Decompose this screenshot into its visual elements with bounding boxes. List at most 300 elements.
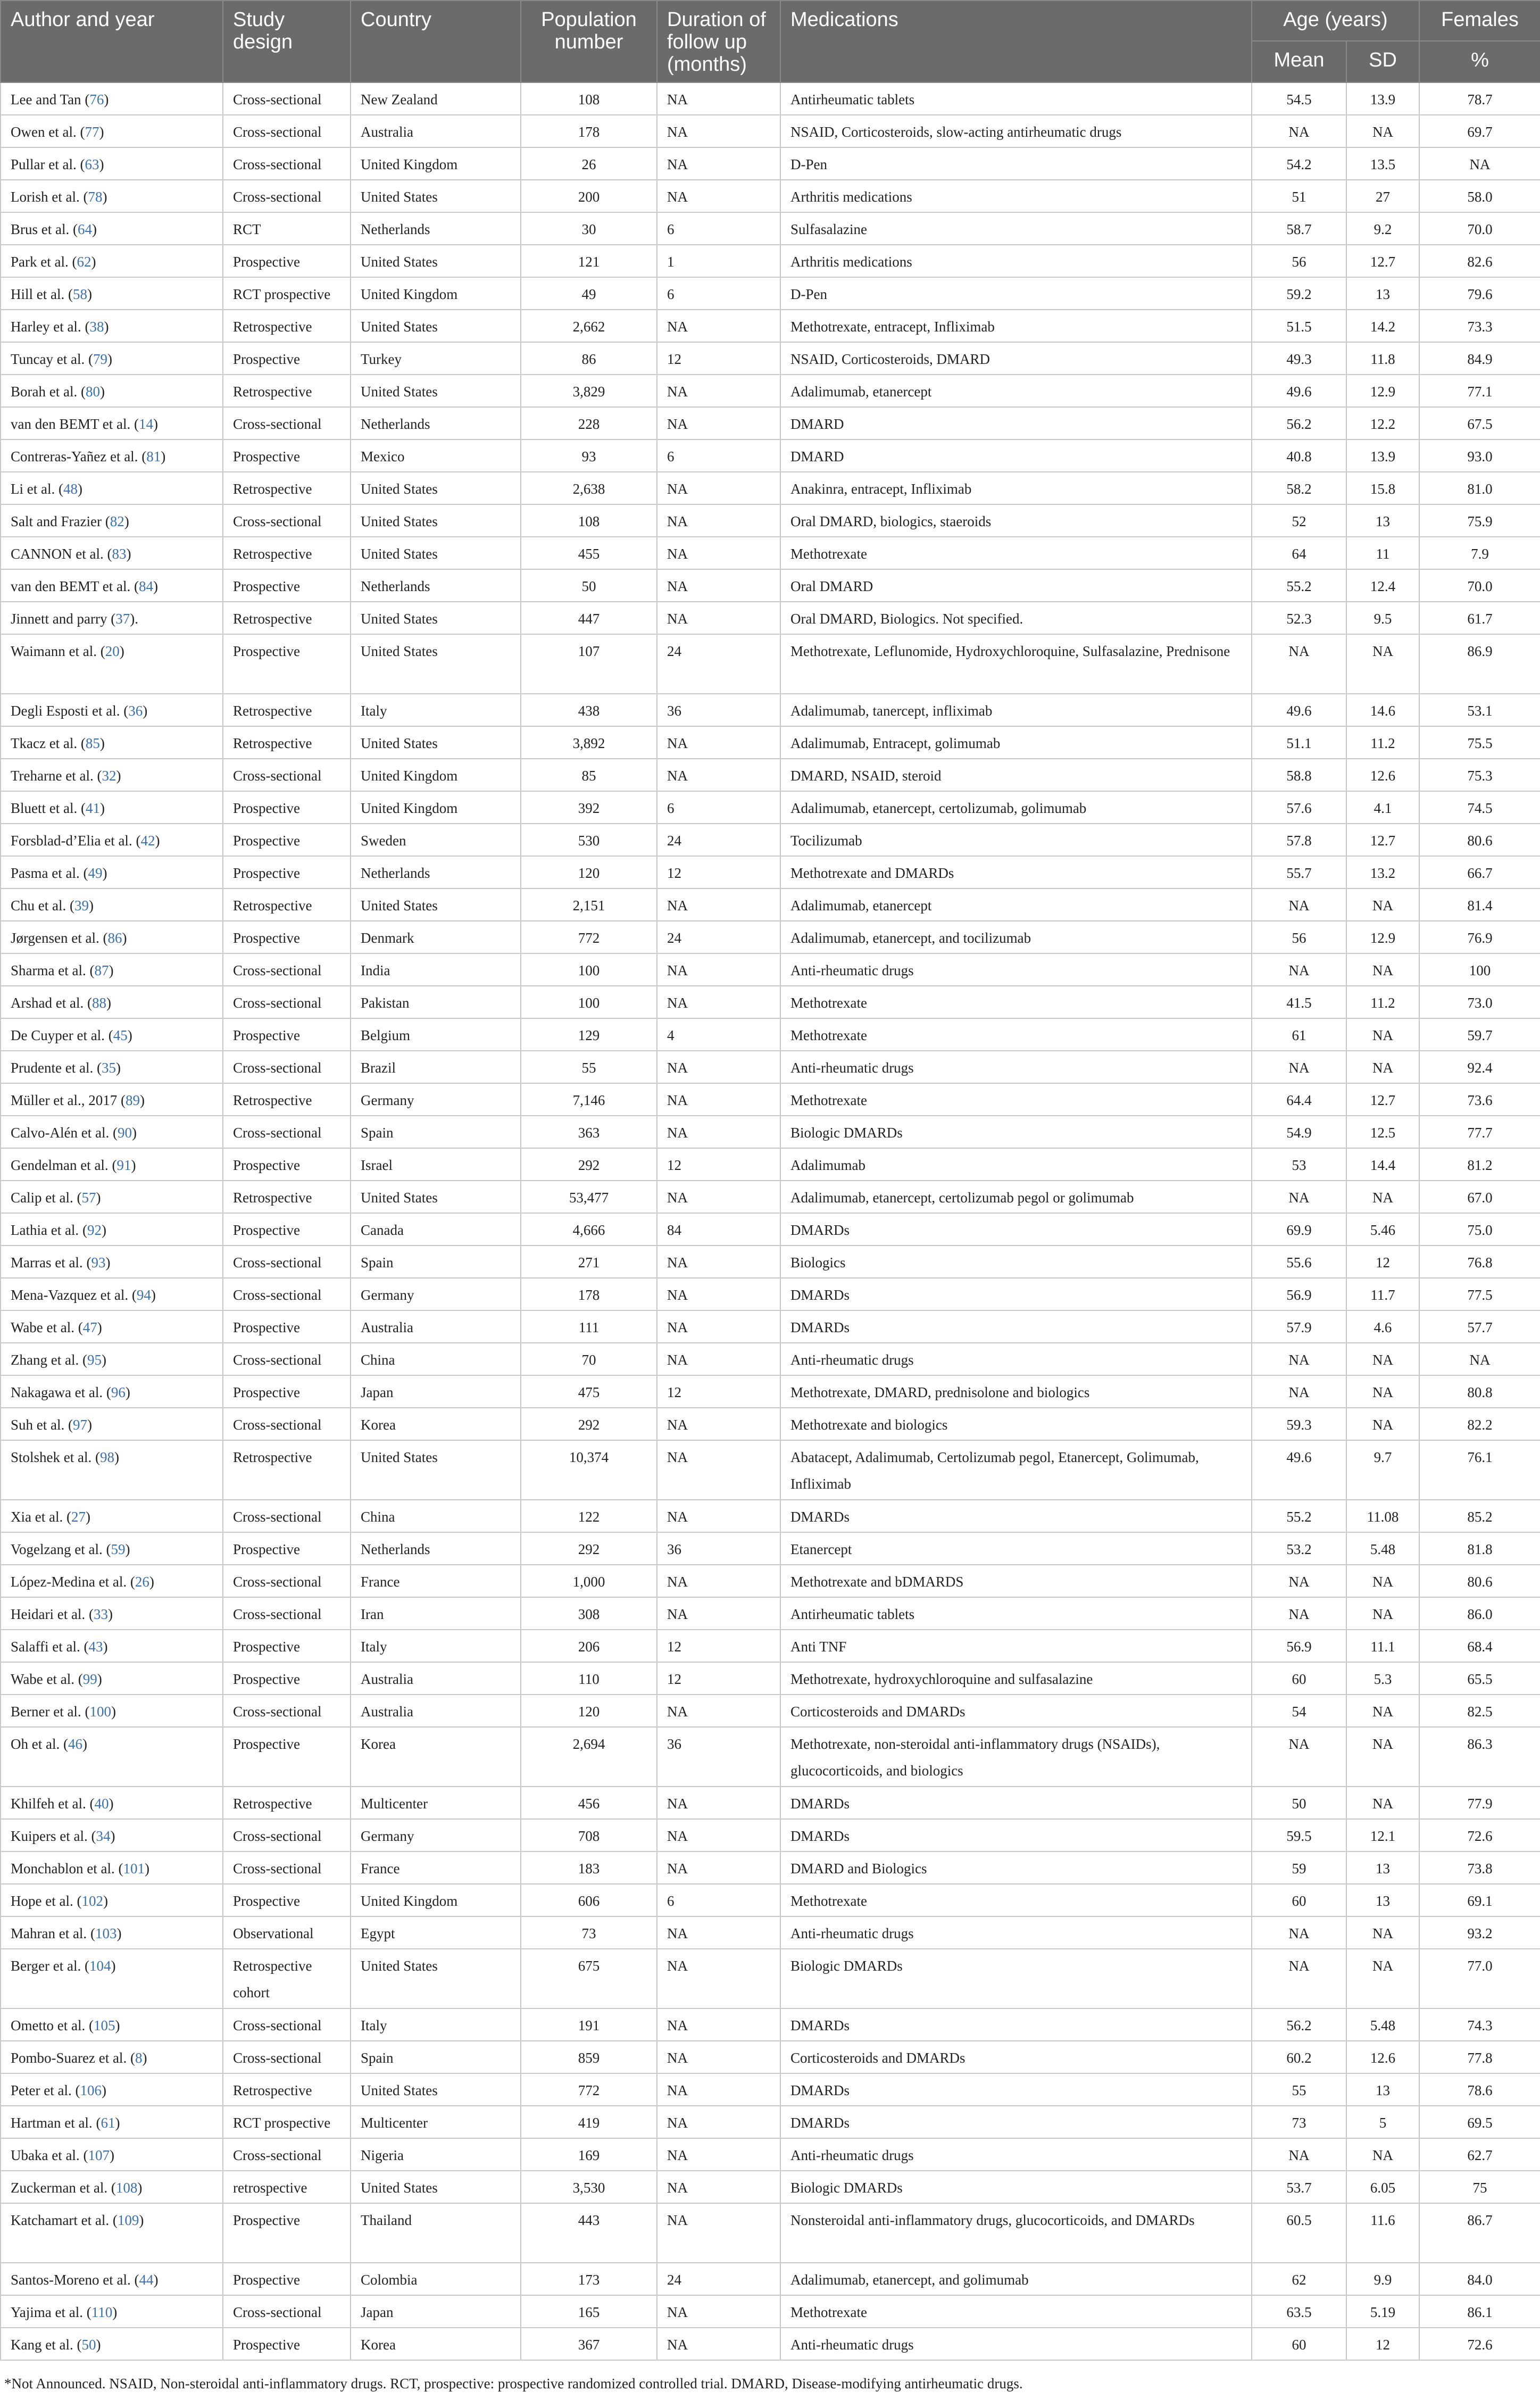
ref-close: ) [105,1255,111,1271]
table-row [1,245,1540,277]
reference-link[interactable]: 94 [136,1287,151,1303]
ref-close: ) [99,384,105,400]
reference-link[interactable]: 48 [63,481,78,497]
cell-medications: Methotrexate and bDMARDS [780,1565,1252,1597]
cell-duration: NA [657,1949,780,2008]
ref-close: ) [131,1125,137,1141]
cell-age-mean: 40.8 [1252,439,1346,472]
cell-duration: NA [657,2138,780,2171]
ref-close: ) [151,1287,156,1303]
ref-close: ) [139,2212,144,2228]
ref-close: ) [87,1417,92,1433]
cell-age-sd: 13.9 [1346,439,1419,472]
ref-close: ) [130,611,135,627]
cell-author [1,953,223,986]
reference-link[interactable]: 100 [89,1704,111,1720]
reference-link[interactable]: 50 [81,2337,96,2353]
table-row [1,1181,1540,1213]
author-name: CANNON et al. [11,546,104,562]
cell-medications: Adalimumab, etanercept, certolizumab pegol or golimumab [780,1181,1252,1213]
cell-author [1,1884,223,1916]
reference-link[interactable]: 64 [77,221,92,237]
cell-author [1,726,223,759]
cell-medications: DMARD and Biologics [780,1851,1252,1884]
cell-females-pct: 81.8 [1419,1532,1540,1565]
author-name: Salt and Frazier [11,513,102,529]
cell-age-sd: 13.2 [1346,856,1419,889]
cell-population: 165 [521,2295,657,2328]
reference-link[interactable]: 38 [89,319,104,335]
cell-duration: 24 [657,2263,780,2295]
reference-link[interactable]: 37 [115,611,130,627]
author-name: Tkacz et al. [11,735,78,751]
cell-design: Cross-sectional [223,1245,351,1278]
cell-country: Nigeria [351,2138,521,2171]
reference-link[interactable]: 36 [128,703,143,719]
cell-population: 308 [521,1597,657,1630]
cell-design: RCT prospective [223,277,351,310]
reference-link[interactable]: 96 [111,1384,126,1400]
table-row [1,1116,1540,1148]
reference-link[interactable]: 84 [138,578,153,594]
cell-design: Cross-sectional [223,1851,351,1884]
reference-link[interactable]: 59 [111,1541,126,1557]
cell-females-pct: 100 [1419,953,1540,986]
reference-link[interactable]: 107 [88,2147,110,2163]
cell-population: 120 [521,856,657,889]
cell-country: United States [351,726,521,759]
reference-link[interactable]: 97 [73,1417,87,1433]
cell-population: 50 [521,569,657,602]
reference-link[interactable]: 26 [135,1574,149,1590]
cell-author [1,1787,223,1819]
cell-duration: NA [657,537,780,569]
cell-population: 191 [521,2008,657,2041]
cell-females-pct: 68.4 [1419,1630,1540,1662]
cell-design: Prospective [223,1213,351,1245]
cell-design: Prospective [223,342,351,375]
cell-country: United States [351,245,521,277]
author-name: Hope et al. [11,1893,73,1909]
cell-age-sd: 6.05 [1346,2171,1419,2203]
cell-design: Retrospective [223,1181,351,1213]
cell-age-mean: 49.6 [1252,694,1346,726]
ref-open: ( [79,865,88,881]
cell-females-pct: 66.7 [1419,856,1540,889]
cell-duration: NA [657,2203,780,2263]
cell-country: Germany [351,1819,521,1851]
cell-design: Retrospective [223,537,351,569]
cell-age-mean: NA [1252,1343,1346,1375]
ref-close: ) [153,416,158,432]
ref-close: ) [102,189,107,205]
cell-duration: NA [657,1408,780,1440]
cell-design: Cross-sectional [223,2008,351,2041]
cell-age-mean: NA [1252,1181,1346,1213]
ref-open: ( [117,1092,126,1108]
reference-link[interactable]: 62 [77,254,91,270]
cell-medications: Anti-rheumatic drugs [780,1051,1252,1083]
cell-country: United States [351,375,521,407]
ref-close: ) [99,124,104,140]
reference-link[interactable]: 34 [96,1828,111,1844]
cell-population: 169 [521,2138,657,2171]
cell-duration: NA [657,2106,780,2138]
ref-close: ) [85,1509,90,1525]
reference-link[interactable]: 82 [110,513,124,529]
reference-link[interactable]: 47 [82,1319,97,1335]
reference-link[interactable]: 105 [93,2017,115,2033]
table-row [1,2041,1540,2073]
cell-age-mean: 59.2 [1252,277,1346,310]
table-row [1,180,1540,212]
reference-link[interactable]: 99 [82,1671,97,1687]
cell-author [1,1500,223,1532]
reference-link[interactable]: 90 [117,1125,132,1141]
cell-age-mean: 49.6 [1252,375,1346,407]
table-row [1,569,1540,602]
ref-open: ( [86,1796,95,1812]
cell-age-mean: 54.9 [1252,1116,1346,1148]
author-name: Katchamart et al. [11,2212,110,2228]
ref-open: ( [68,254,77,270]
ref-close: ) [125,1384,130,1400]
reference-link[interactable]: 93 [91,1255,106,1271]
ref-close: ) [126,546,131,562]
author-name: Berger et al. [11,1958,81,1974]
cell-population: 1,000 [521,1565,657,1597]
ref-close: ) [161,449,166,464]
cell-medications: Adalimumab, etanercept, certolizumab, golimumab [780,791,1252,824]
cell-age-sd: NA [1346,1787,1419,1819]
cell-females-pct: 93.2 [1419,1916,1540,1949]
author-name: Kang et al. [11,2337,73,2353]
cell-medications: NSAID, Corticosteroids, slow-acting antirheumatic drugs [780,115,1252,147]
cell-age-sd: NA [1346,634,1419,694]
cell-age-sd: NA [1346,1343,1419,1375]
header-pct: % [1419,41,1540,82]
reference-link[interactable]: 42 [140,833,155,849]
ref-close: ) [109,1796,114,1812]
cell-country: Mexico [351,439,521,472]
ref-close: ) [102,865,107,881]
cell-duration: NA [657,1695,780,1727]
cell-females-pct: 76.1 [1419,1440,1540,1500]
cell-medications: Anti-rheumatic drugs [780,2138,1252,2171]
reference-link[interactable]: 14 [138,416,153,432]
cell-medications: Corticosteroids and DMARDs [780,2041,1252,2073]
table-row [1,407,1540,439]
cell-age-sd: 12.9 [1346,375,1419,407]
reference-link[interactable]: 98 [99,1449,114,1465]
ref-open: ( [69,221,78,237]
cell-population: 475 [521,1375,657,1408]
cell-population: 292 [521,1532,657,1565]
cell-population: 292 [521,1148,657,1181]
cell-medications: D-Pen [780,277,1252,310]
ref-close: ) [111,1958,116,1974]
reference-link[interactable]: 81 [146,449,161,464]
cell-design: Prospective [223,1148,351,1181]
cell-author [1,407,223,439]
cell-age-mean: 53 [1252,1148,1346,1181]
cell-population: 100 [521,953,657,986]
cell-author [1,537,223,569]
reference-link[interactable]: 95 [87,1352,102,1368]
cell-country: Israel [351,1148,521,1181]
reference-link[interactable]: 110 [91,2304,113,2320]
cell-duration: 24 [657,634,780,694]
ref-open: ( [84,995,92,1011]
cell-age-sd: NA [1346,1916,1419,1949]
reference-link[interactable]: 83 [112,546,127,562]
reference-link[interactable]: 92 [87,1222,102,1238]
ref-close: ) [119,643,124,659]
cell-design: Prospective [223,1727,351,1787]
cell-females-pct: 57.7 [1419,1310,1540,1343]
cell-females-pct: 81.0 [1419,472,1540,504]
cell-population: 271 [521,1245,657,1278]
ref-open: ( [109,1125,118,1141]
cell-age-sd: NA [1346,2138,1419,2171]
cell-design: Cross-sectional [223,2138,351,2171]
reference-link[interactable]: 106 [80,2082,102,2098]
reference-link[interactable]: 89 [125,1092,140,1108]
ref-open: ( [101,513,110,529]
cell-population: 55 [521,1051,657,1083]
cell-country: New Zealand [351,82,521,115]
reference-link[interactable]: 46 [68,1736,82,1752]
reference-link[interactable]: 76 [89,92,104,107]
cell-country: Germany [351,1278,521,1310]
cell-medications: DMARD [780,407,1252,439]
reference-link[interactable]: 101 [123,1861,145,1876]
reference-link[interactable]: 45 [113,1027,128,1043]
table-row [1,472,1540,504]
author-name: Pasma et al. [11,865,80,881]
cell-medications: Sulfasalazine [780,212,1252,245]
cell-medications: DMARDs [780,1819,1252,1851]
reference-link[interactable]: 102 [81,1893,103,1909]
cell-females-pct: 86.7 [1419,2203,1540,2263]
cell-country: Spain [351,1245,521,1278]
cell-duration: 6 [657,791,780,824]
reference-link[interactable]: 8 [135,2050,143,2066]
cell-duration: NA [657,472,780,504]
cell-population: 228 [521,407,657,439]
reference-link[interactable]: 109 [117,2212,139,2228]
ref-close: ) [107,1606,113,1622]
cell-medications: Methotrexate and biologics [780,1408,1252,1440]
author-name: Heidari et al. [11,1606,86,1622]
cell-author [1,602,223,634]
cell-medications: Oral DMARD, biologics, staeroids [780,504,1252,537]
ref-open: ( [87,1828,96,1844]
author-name: Contreras-Yañez et al. [11,449,138,464]
author-name: Yajima et al. [11,2304,83,2320]
cell-age-sd: 13.5 [1346,147,1419,180]
cell-author [1,212,223,245]
cell-medications: Methotrexate [780,2295,1252,2328]
cell-author [1,2008,223,2041]
reference-link[interactable]: 20 [105,643,120,659]
reference-link[interactable]: 39 [74,898,89,914]
reference-link[interactable]: 61 [101,2115,115,2131]
table-row [1,277,1540,310]
reference-link[interactable]: 63 [85,156,99,172]
cell-age-mean: 54 [1252,1695,1346,1727]
cell-country: Turkey [351,342,521,375]
table-row [1,824,1540,856]
reference-link[interactable]: 78 [88,189,103,205]
reference-link[interactable]: 77 [85,124,99,140]
ref-close: ) [114,1449,119,1465]
author-name: Vogelzang et al. [11,1541,103,1557]
cell-females-pct: 75.5 [1419,726,1540,759]
cell-medications: NSAID, Corticosteroids, DMARD [780,342,1252,375]
cell-age-sd: NA [1346,1597,1419,1630]
reference-link[interactable]: 32 [102,768,116,784]
cell-design: Cross-sectional [223,986,351,1018]
reference-link[interactable]: 91 [116,1157,131,1173]
author-name: Park et al. [11,254,69,270]
reference-link[interactable]: 88 [91,995,106,1011]
reference-link[interactable]: 27 [71,1509,86,1525]
reference-link[interactable]: 49 [88,865,103,881]
ref-close: ) [127,1027,132,1043]
reference-link[interactable]: 40 [94,1796,109,1812]
cell-population: 93 [521,439,657,472]
cell-age-mean: 53.2 [1252,1532,1346,1565]
cell-country: Australia [351,1310,521,1343]
ref-open: ( [71,2082,80,2098]
cell-country: Italy [351,1630,521,1662]
ref-open: ( [76,156,85,172]
cell-medications: DMARDs [780,2106,1252,2138]
cell-duration: NA [657,1310,780,1343]
cell-duration: NA [657,1565,780,1597]
cell-duration: NA [657,2328,780,2360]
cell-medications: Anti-rheumatic drugs [780,953,1252,986]
reference-link[interactable]: 87 [94,962,109,978]
reference-link[interactable]: 104 [89,1958,111,1974]
cell-medications: Oral DMARD [780,569,1252,602]
cell-females-pct: 80.6 [1419,824,1540,856]
cell-age-sd: 12 [1346,1245,1419,1278]
cell-medications: Biologic DMARDs [780,1949,1252,2008]
reference-link[interactable]: 43 [88,1639,103,1655]
reference-link[interactable]: 44 [139,2272,154,2288]
cell-age-sd: 5.48 [1346,2008,1419,2041]
cell-country: Egypt [351,1916,521,1949]
cell-age-mean: 56.9 [1252,1278,1346,1310]
cell-age-mean: 49.6 [1252,1440,1346,1500]
cell-author [1,245,223,277]
reference-link[interactable]: 79 [93,351,107,367]
cell-females-pct: 84.0 [1419,2263,1540,2295]
reference-link[interactable]: 33 [93,1606,108,1622]
ref-close: ) [91,254,96,270]
cell-age-sd: 5.3 [1346,1662,1419,1695]
cell-age-sd: 13 [1346,504,1419,537]
cell-age-mean: 56.2 [1252,2008,1346,2041]
author-name: De Cuyper et al. [11,1027,105,1043]
cell-population: 85 [521,759,657,791]
reference-link[interactable]: 85 [85,735,100,751]
cell-duration: NA [657,1116,780,1148]
cell-medications: Adalimumab, tanercept, infliximab [780,694,1252,726]
cell-age-mean: 59 [1252,1851,1346,1884]
cell-country: Korea [351,1727,521,1787]
cell-medications: DMARD [780,439,1252,472]
table-row [1,2106,1540,2138]
author-name: Santos-Moreno et al. [11,2272,131,2288]
reference-link[interactable]: 35 [101,1060,116,1076]
cell-medications: Anti-rheumatic drugs [780,1343,1252,1375]
cell-age-mean: 56 [1252,921,1346,953]
cell-age-mean: 57.8 [1252,824,1346,856]
reference-link[interactable]: 58 [72,286,87,302]
reference-link[interactable]: 80 [85,384,100,400]
reference-link[interactable]: 86 [107,930,122,946]
reference-link[interactable]: 57 [81,1190,96,1206]
ref-close: ) [112,2304,118,2320]
cell-females-pct: 73.0 [1419,986,1540,1018]
reference-link[interactable]: 108 [115,2180,138,2196]
cell-duration: NA [657,1278,780,1310]
cell-population: 122 [521,1500,657,1532]
cell-author [1,1695,223,1727]
cell-country: United Kingdom [351,147,521,180]
author-suffix: . [135,611,138,627]
cell-age-sd: 14.6 [1346,694,1419,726]
cell-population: 73 [521,1916,657,1949]
cell-country: Brazil [351,1051,521,1083]
cell-country: Iran [351,1597,521,1630]
cell-duration: NA [657,1597,780,1630]
author-name: Brus et al. [11,221,70,237]
ref-open: ( [107,611,116,627]
author-name: Hartman et al. [11,2115,93,2131]
cell-population: 178 [521,115,657,147]
cell-population: 447 [521,602,657,634]
cell-population: 26 [521,147,657,180]
table-row [1,1213,1540,1245]
table-row [1,2203,1540,2263]
cell-duration: 6 [657,212,780,245]
cell-author [1,1245,223,1278]
ref-close: ) [153,578,158,594]
reference-link[interactable]: 103 [95,1925,117,1941]
cell-country: United Kingdom [351,791,521,824]
cell-medications: Anti TNF [780,1630,1252,1662]
reference-link[interactable]: 41 [85,800,100,816]
cell-country: Netherlands [351,1532,521,1565]
cell-age-sd: NA [1346,889,1419,921]
ref-close: ) [142,2050,147,2066]
cell-age-sd: 11.2 [1346,986,1419,1018]
author-name: Owen et al. [11,124,77,140]
cell-population: 108 [521,82,657,115]
cell-medications: Biologic DMARDs [780,1116,1252,1148]
ref-close: ) [110,1828,115,1844]
cell-duration: 6 [657,277,780,310]
cell-population: 392 [521,791,657,824]
ref-close: ) [115,1060,121,1076]
cell-females-pct: 72.6 [1419,2328,1540,2360]
cell-age-sd: 14.4 [1346,1148,1419,1181]
table-row [1,726,1540,759]
